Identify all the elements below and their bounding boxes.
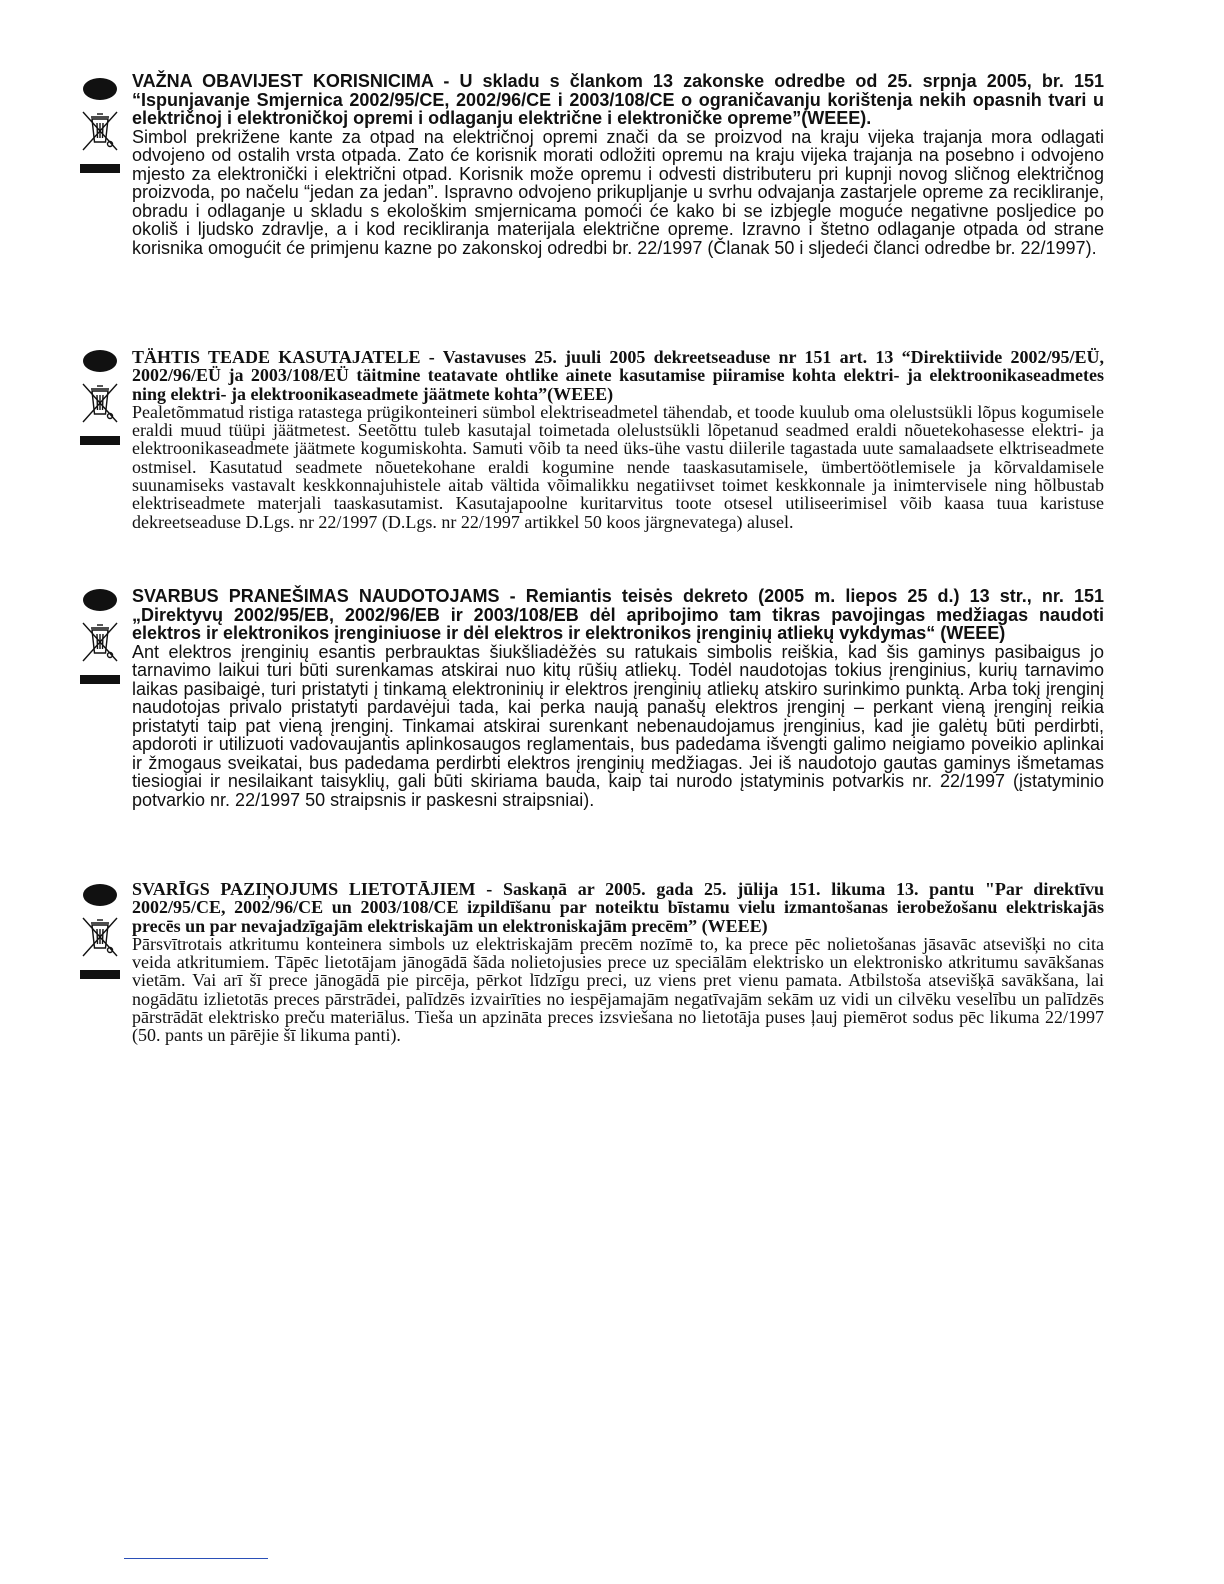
footnote-separator [124,1558,268,1559]
black-bar-icon [80,970,120,979]
notice-title: TÄHTIS TEADE KASUTAJATELE - Vastavuses 25. juuli 2005 dekreetseaduse nr 151 art. 13 “Direktiivide 2002/95/EÜ, 2002/96/EÜ ja 2003/108/EÜ täitmine teatavate ohtlike ainete kasutamise piiramise kohta elektri- ja elektroonikaseadmetes ning elektri- ja elektroonikaseadmete jäätmete kohta”(WEEE) [132,347,1104,404]
notice-title: SVARĪGS PAZIŅOJUMS LIETOTĀJIEM - Saskaņā ar 2005. gada 25. jūlija 151. likuma 13. pantu "Par direktīvu 2002/95/CE, 2002/96/CE un 2003/108/CE izpildīšanu par noteiktu bīstamu vielu izmantošanas ierobežošanu elektriskajās precēs un par nevajadzīgajām elektriskajām un elektroniskajām precēm” (WEEE) [132,879,1104,936]
black-bar-icon [80,675,120,684]
notice-body: Simbol prekrižene kante za otpad na električnoj opremi znači da se proizvod na kraju vijeka trajanja mora odlagati odvojeno od ostalih vrsta otpada. Zato će korisnik morati odložiti opremu na kraju vijeka trajanja na posebno i odvojeno mjesto za elektronički i električni otpad. Korisnik može opremu i odvesti distributeru pri kupnji novog sličnog električnog proizvoda, po načelu “jedan za jedan”. Ispravno odvojeno prikupljanje u svrhu odvajanja zastarjele opreme za recikliranje, obradu i odlaganje u skladu s ekološkim smjernicama pomoći će kako bi se izbjegle moguće negativne posljedice po okoliš i ljudsko zdravlje, a i kod recikliranja materijala električne opreme. Izravno i štetno odlaganje otpada od strane korisnika omogućit će primjenu kazne po zakonskoj odredbi br. 22/1997 (Članak 50 i sljedeći članci odredbe br. 22/1997). [132,126,1104,258]
notice-body: Pealetõmmatud ristiga ratastega prügikonteineri sümbol elektriseadmetel tähendab, et toode kuulub oma olelustsükli lõpus kogumisele eraldi muud tüüpi jäätmetest. Seetõttu tuleb kasutajal toimetada olelustsükli lõpetanud seadmed eraldi nõuetekohasesse elektri- ja elektroonikaseadmete jäätmete kogumiskohta. Samuti võib ta need üks-ühe vastu diilerile tagastada uute samalaadsete elktriseadmete ostmisel. Kasutatud seadmete nõuetekohane eraldi kogumine nende taaskasutamisele, ümbertöötlemisele ja kõrvaldamisele suunamiseks vastavalt keskkonnajuhistele aitab vältida võimalikku negatiivset toimet keskkonnale ja inimtervisele ning hõlbustab elektriseadmete materjali taaskasutamist. Kasutajapoolne kuritarvitus toote otsesel utiliseerimisel võib kaasa tuua karistuse dekreetseaduse D.Lgs. nr 22/1997 (D.Lgs. nr 22/1997 artikkel 50 koos järgnevatega) alusel. [132,401,1104,532]
crossed-out-wheelie-bin-icon [80,914,120,958]
notice-body: Ant elektros įrenginių esantis perbrauktas šiukšliadėžės su ratukais simbolis reiškia, kad šis gaminys pasibaigus jo tarnavimo laikui turi būti surenkamas atskirai nuo kitų rūšių atliekų. Todėl naudotojas tokius įrenginius, kurių tarnavimo laikas pasibaigė, turi pristatyti į tinkamą elektroninių ir elektros įrenginių atliekų atskiro surinkimo punktą. Arba tokį įrenginį naudotojas privalo pristatyti pardavėjui tada, kai perka naują panašų elektros įrenginį – perkant vieną įrenginį reikia pristatyti taip pat vieną įrenginį. Tinkamai atskirai surenkant nebenaudojamus įrenginius, kad jie galėtų būti perdirbti, apdoroti ir utilizuoti vadovaujantis aplinkosaugos reglamentais, bus padedama išvengti galimo neigiamo poveikio aplinkai ir žmogaus sveikatai, bus padedama perdirbti elektros įrenginių medžiagas. Jei iš naudotojo gautas gaminys išmetamas tiesiogiai ir nesilaikant taisyklių, gali būti skiriama bauda, kaip tai nurodo įstatyminis potvarkis nr. 22/1997 (įstatyminio potvarkio nr. 22/1997 50 straipsnis ir paskesni straipsniai). [132,641,1104,810]
crossed-out-wheelie-bin-icon [80,619,120,663]
notice-section-lt [80,587,1104,809]
notice-section-et [80,348,1104,531]
notice-body: Pārsvītrotais atkritumu konteinera simbols uz elektriskajām precēm nozīmē to, ka prece pēc nolietošanas jāsavāc atsevišķi no cita veida atkritumiem. Tāpēc lietotājam jānogādā šāda nolietojusies prece uz speciālām elektrisko un elektronisko atkritumu savākšanas vietām. Vai arī šī prece jānogādā pie pircēja, pērkot līdzīgu preci, uz viens pret vienu pamata. Atbilstoša atsevišķā savākšana, lai nogādātu izlietotās preces pārstrādei, palīdzēs izvairīties no iespējamajām negatīvajām sekām uz vidi un cilvēku veselību un palīdzēs pārstrādāt elektrisko preču materiālus. Tieša un apzināta preces izsviešana no lietotāja puses ļauj piemērot sodus pēc likuma 22/1997 (50. pants un pārējie šī likuma panti). [132,933,1104,1046]
black-bar-icon [80,436,120,445]
notice-title: SVARBUS PRANEŠIMAS NAUDOTOJAMS - Remiantis teisės dekreto (2005 m. liepos 25 d.) 13 str., nr. 151 „Direktyvų 2002/95/EB, 2002/96/EB ir 2003/108/EB dėl apribojimo tam tikras pavojingas medžiagas naudoti elektros ir elektronikos įrenginiuose ir dėl elektros ir elektronikos įrenginių atliekų vykdymas“ (WEEE) [132,586,1104,643]
notice-title: VAŽNA OBAVIJEST KORISNICIMA - U skladu s člankom 13 zakonske odredbe od 25. srpnja 2005, br. 151 “Ispunjavanje Smjernica 2002/95/CE, 2002/96/CE i 2003/108/CE o ograničavanju korištenja nekih opasnih tvari u električnoj i elektroničkoj opremi i odlaganju električne i elektroničke opreme”(WEEE). [132,71,1104,128]
black-oval-icon [83,884,117,906]
notice-section-hr [80,72,1104,257]
black-oval-icon [83,78,117,100]
notice-section-lv [80,880,1104,1045]
black-oval-icon [83,350,117,372]
crossed-out-wheelie-bin-icon [80,380,120,424]
black-bar-icon [80,164,120,173]
black-oval-icon [83,589,117,611]
crossed-out-wheelie-bin-icon [80,108,120,152]
